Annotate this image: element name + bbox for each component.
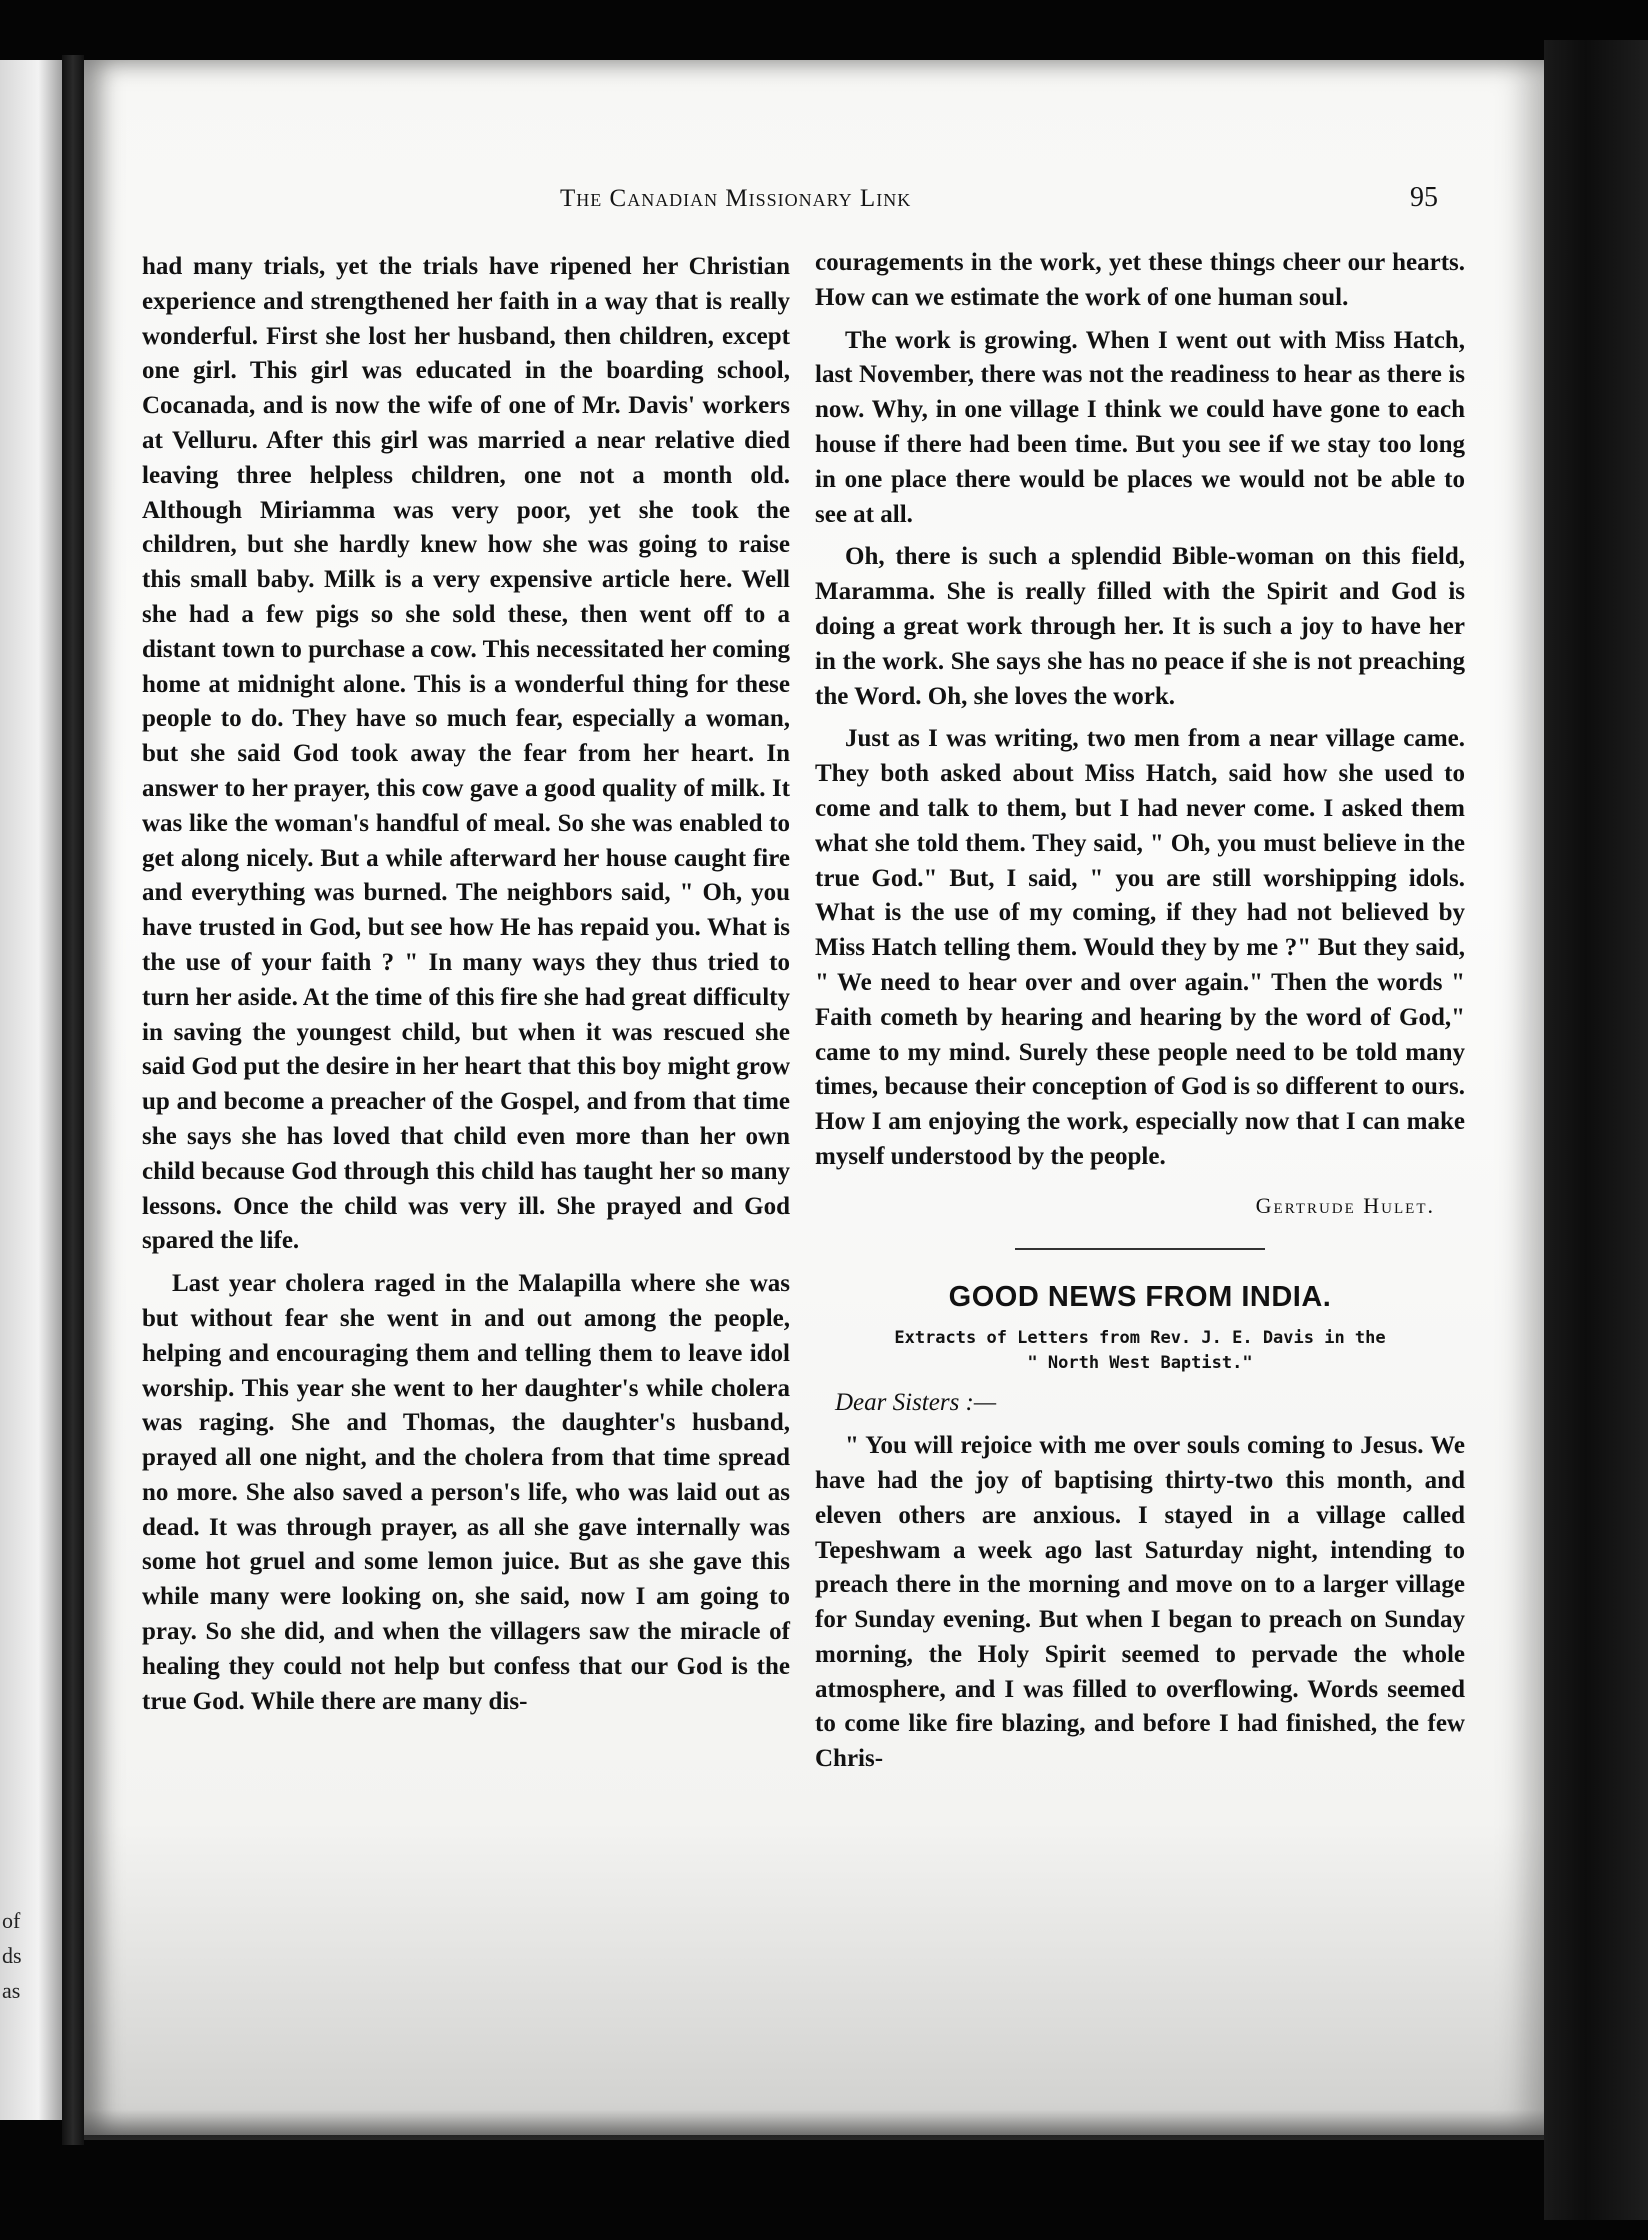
adjacent-page-edge <box>0 60 64 2120</box>
book-gutter <box>62 55 84 2145</box>
page-number: 95 <box>1410 182 1438 213</box>
paragraph: had many trials, yet the trials have ripened her Christian experience and strengthened her faith in a way that is really wonderful. First she lost her husband, then children, except one girl. This girl was educated in the boarding school, Cocanada, and is now the wife of one of Mr. Davis' workers at Velluru. After this girl was married a near relative died leaving three helpless children, one not a month old. Although Miriamma was very poor, yet she took the children, but she hardly knew how she was going to raise this small baby. Milk is a very expensive article here. Well she had a few pigs so she sold these, then went off to a distant town to purchase a cow. This necessitated her coming home at midnight alone. This is a wonderful thing for these people to do. They have so much fear, especially a woman, but she said God took away the fear from her heart. In answer to her prayer, this cow gave a good quality of milk. It was like the woman's handful of meal. So she was enabled to get along nicely. But a while afterward her house caught fire and everything was burned. The neighbors said, " Oh, you have trusted in God, but see how He has repaid you. What is the use of your faith ? " In many ways they thus tried to turn her aside. At the time of this fire she had great difficulty in saving the youngest child, but when it was rescued she said God put the desire in her heart that this boy might grow up and become a preacher of the Gospel, and from that time she says she has loved that child even more than her own child because God through this child has taught her so many lessons. Once the child was very ill. She prayed and God spared the life. <box>142 253 790 1255</box>
section-subtitle: Extracts of Letters from Rev. J. E. Davis in the <box>894 1328 1386 1349</box>
section-divider <box>1015 1248 1265 1250</box>
edge-fragment: ds <box>2 1943 22 1968</box>
paragraph: couragements in the work, yet these things cheer our hearts. How can we estimate the work of one human soul. <box>815 249 1465 311</box>
edge-fragment: of <box>2 1908 21 1933</box>
paragraph: " You will rejoice with me over souls coming to Jesus. We have had the joy of baptising thirty-two this month, and eleven others are anxious. I stayed in a village called Tepeshwam a week ago last Saturday night, intending to preach there in the morning and move on to a larger village for Sunday evening. But when I began to preach on Sunday morning, the Holy Spirit seemed to pervade the whole atmosphere, and I was filled to overflowing. Words seemed to come like fire blazing, and before I had finished, the few Chris- <box>815 1432 1465 1773</box>
section-title: GOOD NEWS FROM INDIA. <box>948 1280 1332 1313</box>
letter-salutation: Dear Sisters :— <box>835 1389 997 1417</box>
paragraph: Oh, there is such a splendid Bible-woman on this field, Maramma. She is really filled with the Spirit and God is doing a great work through her. It is such a joy to have her in the work. She says she has no peace if she is not preaching the Word. Oh, she loves the work. <box>815 543 1465 710</box>
section-subtitle: " North West Baptist." <box>1027 1353 1253 1374</box>
book-cover-edge <box>1544 40 1648 2220</box>
paragraph: The work is growing. When I went out with Miss Hatch, last November, there was not the readiness to hear as there is now. Why, in one village I think we could have gone to each house if there had been time. But you see if we stay too long in one place there would be places we would not be able to see at all. <box>815 326 1465 528</box>
running-header: The Canadian Missionary Link <box>560 185 912 212</box>
right-column <box>815 246 1465 1777</box>
left-column <box>142 250 790 1719</box>
page-bottom-shadow <box>84 2110 1544 2140</box>
paragraph: Last year cholera raged in the Malapilla where she was but without fear she went in and out among the people, helping and encouraging them and telling them to leave idol worship. This year she went to her daughter's while cholera was raging. She and Thomas, the daughter's husband, prayed all one night, and the cholera from that time spread no more. She also saved a person's life, who was laid out as dead. It was through prayer, as all she gave internally was some hot gruel and some lemon juice. But as she gave this while many were looking on, she said, now I am going to pray. So she did, and when the villagers saw the miracle of healing they could not help but confess that our God is the true God. While there are many dis- <box>142 1270 790 1715</box>
edge-fragment: as <box>2 1978 21 2003</box>
paragraph: Just as I was writing, two men from a near village came. They both asked about Miss Hatch, said how she used to come and talk to them, but I had never come. I asked them what she told them. They said, " Oh, you must believe in the true God." But, I said, " you are still worshipping idols. What is the use of my coming, if they had not believed by Miss Hatch telling them. Would they by me ?" But they said, " We need to hear over and over again." Then the words " Faith cometh by hearing and hearing by the word of God," came to my mind. Surely these people need to be told many times, because their conception of God is so different to ours. How I am enjoying the work, especially now that I can make myself understood by the people. <box>815 725 1465 1170</box>
author-signature: Gertrude Hulet. <box>1255 1192 1435 1218</box>
